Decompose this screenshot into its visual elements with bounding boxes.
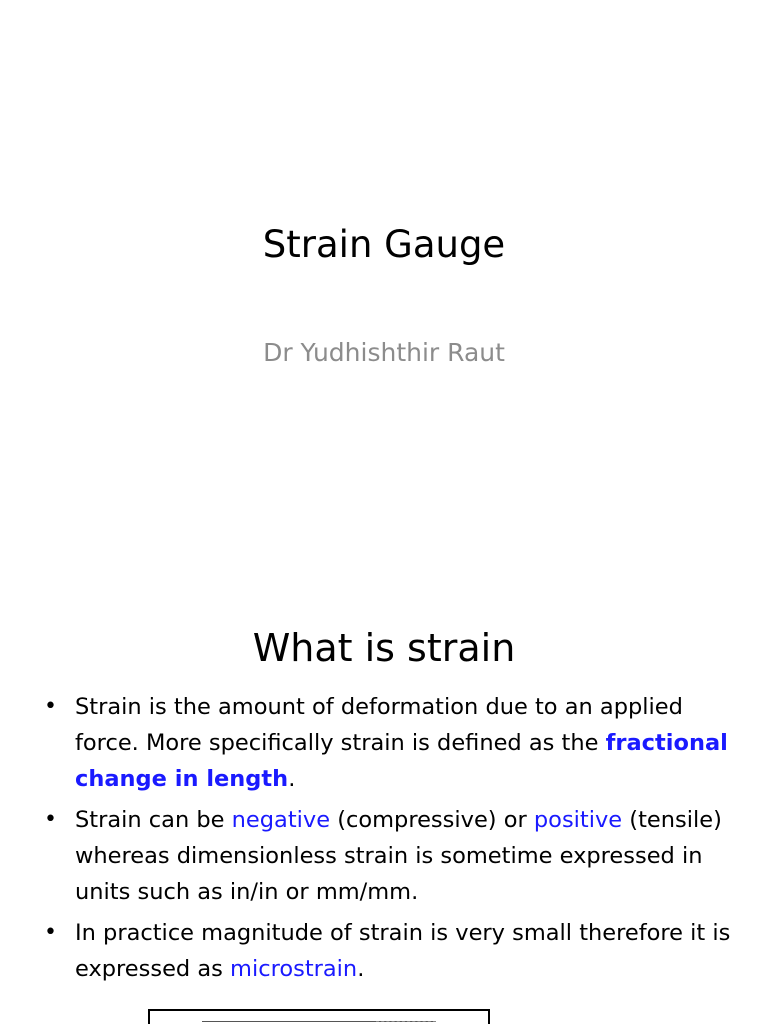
bullet-list [0, 689, 768, 992]
bullet-item-strain-sign [0, 802, 768, 910]
text-run: Strain is the amount of deformation due to an applied force. More specifically strain is defined as the [75, 694, 683, 756]
bullet-icon: • [44, 807, 57, 832]
bullet-text [75, 920, 730, 982]
bullet-text [75, 694, 728, 792]
bullet-icon: • [44, 920, 57, 945]
text-run: Strain can be [75, 807, 232, 833]
content-slide [0, 576, 768, 1024]
bullet-icon: • [44, 694, 57, 719]
author-subtitle: Dr Yudhishthir Raut [263, 338, 505, 367]
slide-title: What is strain [252, 626, 516, 670]
presentation-title: Strain Gauge [262, 223, 506, 266]
text-run: . [288, 766, 296, 792]
bullet-text [75, 807, 722, 905]
bullet-item-microstrain [0, 915, 768, 987]
text-run: In practice magnitude of strain is very small therefore it is expressed as [75, 920, 731, 982]
text-run: . [357, 956, 365, 982]
highlighted-term: negative [231, 807, 331, 833]
highlighted-term: positive [533, 807, 623, 833]
highlighted-term: microstrain [230, 956, 358, 982]
strain-diagram-figure [148, 1009, 490, 1024]
text-run: (tensile) whereas dimensionless strain is sometime expressed in units such as in/in or mm/mm. [75, 807, 722, 905]
highlighted-term: fractional change in length [75, 730, 728, 792]
text-run: (compressive) or [330, 807, 534, 833]
figure-dashed-extension [376, 1021, 436, 1022]
bullet-item-strain-definition [0, 689, 768, 797]
